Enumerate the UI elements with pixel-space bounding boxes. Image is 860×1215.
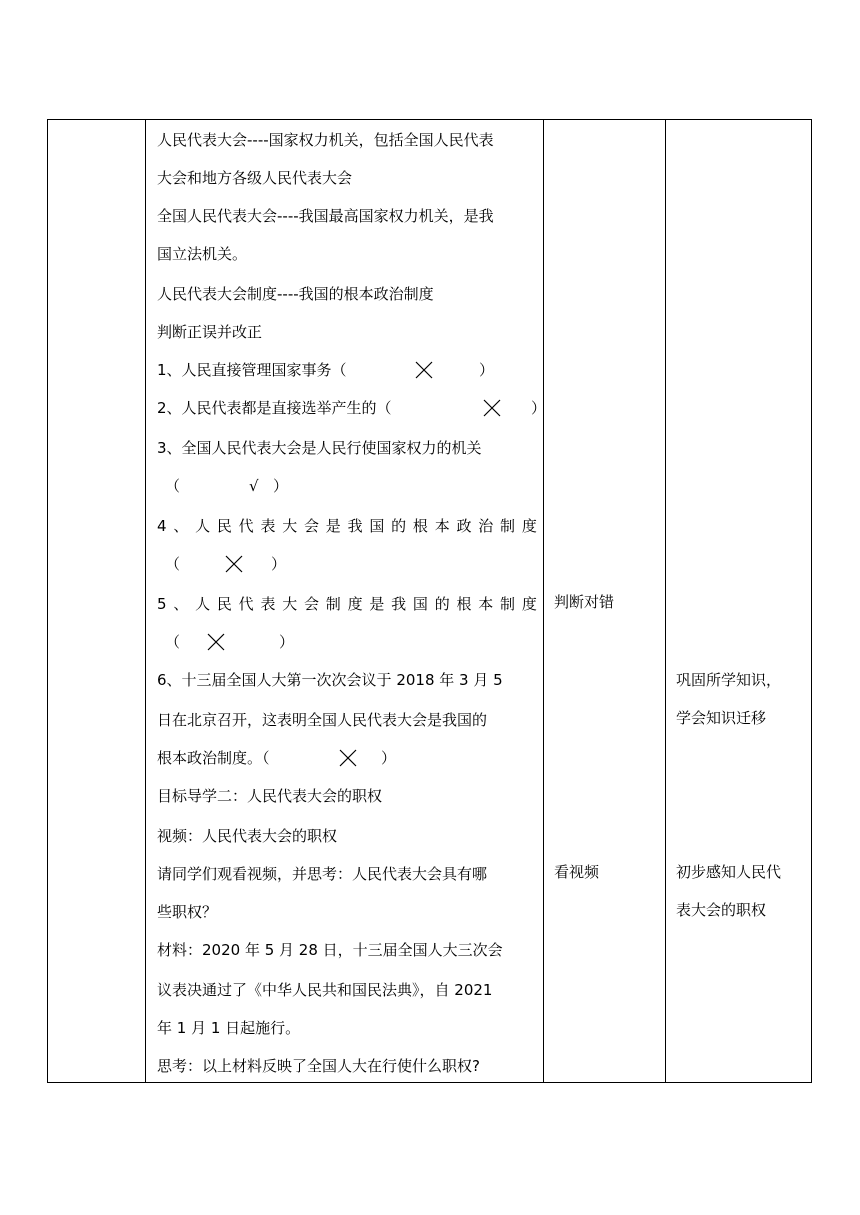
question-6: 6、十三届全国人大第一次次会议于 2018 年 3 月 5 [157, 671, 503, 689]
question-5-close: ） [279, 633, 295, 651]
question-3-close: ） [273, 477, 289, 495]
paragraph-line: 议表决通过了《中华人民共和国民法典》，自 2021 [157, 981, 493, 999]
char: 民 [216, 517, 232, 535]
question-3: 3、全国人民代表大会是人民行使国家权力的机关 [157, 439, 482, 457]
question-6: 日在北京召开，这表明全国人民代表大会是我国的 [157, 711, 488, 729]
char: 本 [478, 595, 494, 613]
char: 治 [478, 517, 494, 535]
char: 、 [173, 517, 189, 535]
question-5-open: （ [165, 633, 181, 651]
char: 制 [325, 595, 341, 613]
char: 5 [157, 595, 167, 613]
char: 民 [216, 595, 232, 613]
char: 的 [391, 517, 407, 535]
lesson-table [47, 119, 812, 1083]
char: 的 [434, 595, 450, 613]
char: 度 [521, 517, 537, 535]
char: 我 [391, 595, 407, 613]
paragraph-line: 大会和地方各级人民代表大会 [157, 169, 353, 187]
student-activity: 看视频 [554, 863, 600, 881]
paragraph-line: 人民代表大会----国家权力机关，包括全国人民代表 [157, 131, 494, 149]
paragraph-line: 些职权？ [157, 903, 218, 921]
char: 人 [195, 517, 211, 535]
char: 国 [369, 517, 385, 535]
design-purpose: 初步感知人民代 [676, 863, 782, 881]
paragraph-line: 思考：以上材料反映了全国人大在行使什么职权? [157, 1057, 480, 1075]
char: 是 [369, 595, 385, 613]
paragraph-line: 全国人民代表大会----我国最高国家权力机关，是我 [157, 207, 494, 225]
char: 大 [282, 517, 298, 535]
student-activity: 判断对错 [554, 593, 615, 611]
paragraph-line: 人民代表大会制度----我国的根本政治制度 [157, 285, 434, 303]
paragraph-line: 材料：2020 年 5 月 28 日，十三届全国人大三次会 [157, 941, 503, 959]
design-purpose: 学会知识迁移 [676, 709, 767, 727]
char: 我 [347, 517, 363, 535]
char: 国 [412, 595, 428, 613]
design-purpose: 表大会的职权 [676, 901, 767, 919]
column-divider [145, 120, 146, 1082]
char: 会 [304, 595, 320, 613]
section-heading: 判断正误并改正 [157, 323, 263, 341]
char: 代 [238, 595, 254, 613]
paragraph-line: 年 1 月 1 日起施行。 [157, 1019, 301, 1037]
char: 4 [157, 517, 167, 535]
cross-mark-icon [207, 633, 225, 651]
char: 根 [456, 595, 472, 613]
char: 人 [195, 595, 211, 613]
char: 政 [456, 517, 472, 535]
question-4-close: ） [271, 555, 287, 573]
section-heading: 目标导学二：人民代表大会的职权 [157, 787, 383, 805]
question-3-open: （ [165, 477, 181, 495]
check-mark: √ [249, 477, 259, 495]
column-divider [665, 120, 666, 1082]
char: 代 [238, 517, 254, 535]
question-4-open: （ [165, 555, 181, 573]
question-5 [157, 594, 537, 614]
char: 度 [347, 595, 363, 613]
question-2-close: ） [531, 399, 547, 417]
char: 是 [325, 517, 341, 535]
cross-mark-icon [225, 555, 243, 573]
char: 度 [521, 595, 537, 613]
cross-mark-icon [483, 399, 501, 417]
char: 根 [412, 517, 428, 535]
paragraph-line: 视频：人民代表大会的职权 [157, 827, 338, 845]
paragraph-line: 请同学们观看视频，并思考：人民代表大会具有哪 [157, 865, 488, 883]
char: 大 [282, 595, 298, 613]
question-6: 根本政治制度。（ [157, 749, 270, 767]
char: 本 [434, 517, 450, 535]
char: 制 [500, 595, 516, 613]
column-divider [543, 120, 544, 1082]
char: 制 [500, 517, 516, 535]
char: 、 [173, 595, 189, 613]
char: 表 [260, 517, 276, 535]
cross-mark-icon [339, 749, 357, 767]
question-4 [157, 516, 537, 536]
cross-mark-icon [415, 361, 433, 379]
question-6-close: ） [381, 749, 397, 767]
question-2: 2、人民代表都是直接选举产生的（ [157, 399, 392, 417]
question-1: 1、人民直接管理国家事务（ [157, 361, 347, 379]
char: 表 [260, 595, 276, 613]
char: 会 [304, 517, 320, 535]
question-1-close: ） [479, 361, 495, 379]
paragraph-line: 国立法机关。 [157, 245, 248, 263]
design-purpose: 巩固所学知识， [676, 671, 782, 689]
